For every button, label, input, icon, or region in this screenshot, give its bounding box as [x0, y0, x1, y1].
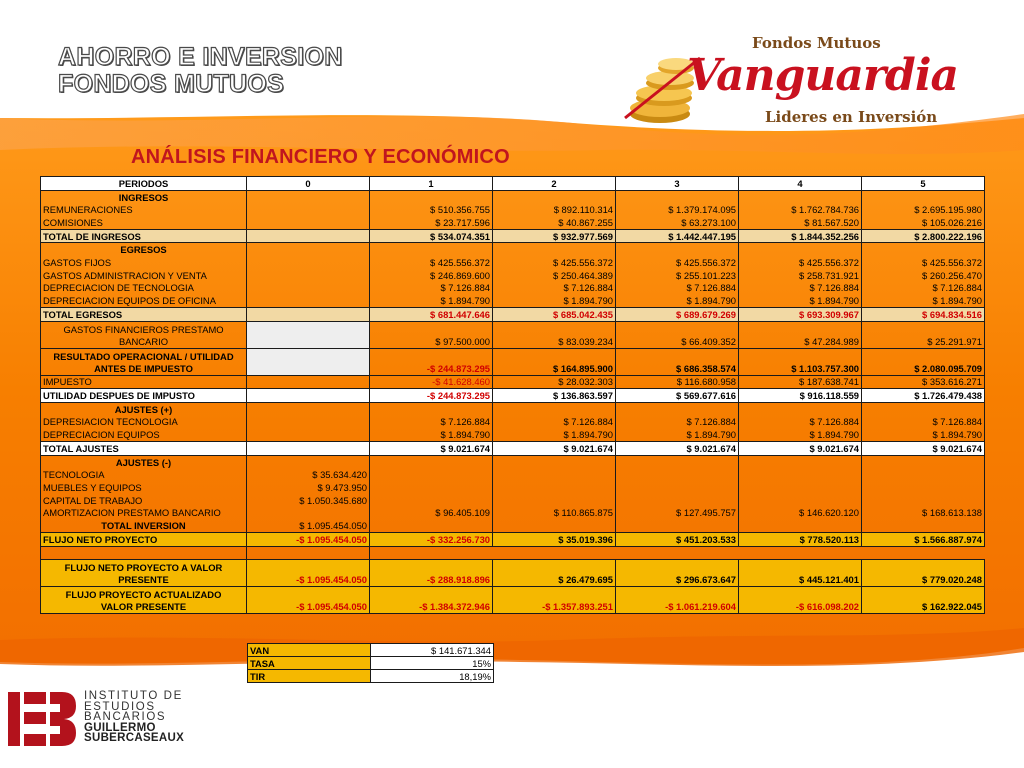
- gastos_admin-value-4: $ 258.731.921: [739, 269, 862, 282]
- dep_eq2-value-2: $ 1.894.790: [493, 428, 616, 441]
- dep_tec2-value-4: $ 7.126.884: [739, 416, 862, 429]
- tasa-value: 15%: [371, 657, 494, 670]
- resultado-value-4: $ 1.103.757.300: [739, 348, 862, 375]
- gastos_fin-label: [41, 321, 247, 348]
- dep_eq2-value-4: $ 1.894.790: [739, 428, 862, 441]
- impuesto-value-3: $ 116.680.958: [616, 375, 739, 389]
- flujo_act-value-3: -$ 1.061.219.604: [616, 586, 739, 613]
- empty-cell: [370, 402, 493, 415]
- empty-cell: [862, 455, 985, 468]
- gastos_fijos-value-1: $ 425.556.372: [370, 256, 493, 269]
- capital-value-4: [739, 494, 862, 507]
- dep_eq2-value-0: [247, 428, 370, 441]
- flujo_vp-value-4: $ 445.121.401: [739, 559, 862, 586]
- table-row: [41, 494, 985, 507]
- table-row: [41, 307, 985, 321]
- indicators-table: [247, 643, 494, 683]
- financial-table-wrapper: [40, 176, 985, 614]
- flujo_act-label-line2: VALOR PRESENTE: [100, 600, 187, 612]
- flujo_act-value-1: -$ 1.384.372.946: [370, 586, 493, 613]
- utilidad-value-3: $ 569.677.616: [616, 389, 739, 403]
- muebles-value-2: [493, 481, 616, 494]
- empty-cell: [616, 402, 739, 415]
- period-header-2: 2: [493, 177, 616, 191]
- dep_tec2-value-3: $ 7.126.884: [616, 416, 739, 429]
- total_ingresos-value-1: $ 534.074.351: [370, 229, 493, 243]
- amortizacion-value-0: [247, 506, 370, 519]
- muebles-label: MUEBLES Y EQUIPOS: [41, 481, 247, 494]
- institute-name: [84, 691, 184, 744]
- muebles-value-1: [370, 481, 493, 494]
- spacer-cell: [41, 546, 247, 559]
- impuesto-value-4: $ 187.638.741: [739, 375, 862, 389]
- spacer-cell: [739, 546, 862, 559]
- muebles-value-5: [862, 481, 985, 494]
- comisiones-value-0: [247, 216, 370, 229]
- section-label: AJUSTES (-): [41, 455, 247, 468]
- table-row: [41, 416, 985, 429]
- flujo_act-value-5: $ 162.922.045: [862, 586, 985, 613]
- table-row: [41, 586, 985, 613]
- gastos_admin-value-0: [247, 269, 370, 282]
- empty-cell: [739, 190, 862, 203]
- gastos_fin-value-4: $ 47.284.989: [739, 321, 862, 348]
- table-row: [41, 468, 985, 481]
- section-row: [41, 243, 985, 256]
- institute-line1: INSTITUTO DE: [84, 690, 183, 702]
- gastos_admin-value-1: $ 246.869.600: [370, 269, 493, 282]
- capital-value-3: [616, 494, 739, 507]
- dep_equipos-value-2: $ 1.894.790: [493, 294, 616, 307]
- periods-label: PERIODOS: [41, 177, 247, 191]
- total_egresos-value-4: $ 693.309.967: [739, 307, 862, 321]
- capital-value-1: [370, 494, 493, 507]
- gastos_fin-value-1: $ 97.500.000: [370, 321, 493, 348]
- dep_equipos-label: DEPRECIACION EQUIPOS DE OFICINA: [41, 294, 247, 307]
- logo-top-text: Fondos Mutuos: [752, 34, 881, 52]
- institute-line3: BANCARIOS: [84, 711, 167, 723]
- flujo_act-value-0: -$ 1.095.454.050: [247, 586, 370, 613]
- total_ingresos-value-2: $ 932.977.569: [493, 229, 616, 243]
- muebles-value-0: $ 9.473.950: [247, 481, 370, 494]
- dep_equipos-value-5: $ 1.894.790: [862, 294, 985, 307]
- vanguardia-logo: [615, 18, 959, 133]
- resultado-value-1: -$ 244.873.295: [370, 348, 493, 375]
- empty-cell: [370, 455, 493, 468]
- page-title: ANÁLISIS FINANCIERO Y ECONÓMICO: [131, 146, 510, 168]
- period-header-4: 4: [739, 177, 862, 191]
- dep_eq2-value-5: $ 1.894.790: [862, 428, 985, 441]
- empty-cell: [739, 402, 862, 415]
- table-row: [41, 348, 985, 375]
- flujo_act-value-4: -$ 616.098.202: [739, 586, 862, 613]
- table-row: [41, 229, 985, 243]
- van-label: VAN: [248, 644, 371, 657]
- utilidad-value-5: $ 1.726.479.438: [862, 389, 985, 403]
- tir-row: [248, 670, 494, 683]
- utilidad-value-1: -$ 244.873.295: [370, 389, 493, 403]
- table-row: [41, 519, 985, 532]
- remuneraciones-value-1: $ 510.356.755: [370, 203, 493, 216]
- gastos_admin-value-3: $ 255.101.223: [616, 269, 739, 282]
- gastos_fin-label-line1: GASTOS FINANCIEROS PRESTAMO: [63, 323, 224, 335]
- header-title-line2: FONDOS MUTUOS: [58, 70, 285, 98]
- total_egresos-value-1: $ 681.447.646: [370, 307, 493, 321]
- impuesto-value-5: $ 353.616.271: [862, 375, 985, 389]
- tecnologia-value-5: [862, 468, 985, 481]
- impuesto-value-1: -$ 41.628.460: [370, 375, 493, 389]
- gastos_fin-value-2: $ 83.039.234: [493, 321, 616, 348]
- table-row: [41, 203, 985, 216]
- capital-label: CAPITAL DE TRABAJO: [41, 494, 247, 507]
- table-row: [41, 256, 985, 269]
- amortizacion-value-1: $ 96.405.109: [370, 506, 493, 519]
- total_egresos-value-2: $ 685.042.435: [493, 307, 616, 321]
- gastos_admin-value-5: $ 260.256.470: [862, 269, 985, 282]
- empty-cell: [247, 243, 370, 256]
- comisiones-value-4: $ 81.567.520: [739, 216, 862, 229]
- period-header-3: 3: [616, 177, 739, 191]
- total_inversion-value-5: [862, 519, 985, 532]
- empty-cell: [247, 455, 370, 468]
- table-header-row: [41, 177, 985, 191]
- comisiones-value-5: $ 105.026.216: [862, 216, 985, 229]
- section-row: [41, 402, 985, 415]
- total_ajustes-value-0: [247, 442, 370, 456]
- resultado-label-line1: RESULTADO OPERACIONAL / UTILIDAD: [53, 350, 234, 362]
- gastos_fin-value-5: $ 25.291.971: [862, 321, 985, 348]
- flujo_vp-value-3: $ 296.673.647: [616, 559, 739, 586]
- gastos_fin-value-3: $ 66.409.352: [616, 321, 739, 348]
- logo-tagline: Lideres en Inversión: [765, 108, 938, 126]
- section-row: [41, 455, 985, 468]
- resultado-value-0: [247, 348, 370, 375]
- flujo_neto-value-1: -$ 332.256.730: [370, 532, 493, 546]
- flujo_vp-value-1: -$ 288.918.896: [370, 559, 493, 586]
- flujo_neto-value-2: $ 35.019.396: [493, 532, 616, 546]
- header-title-line1: AHORRO E INVERSION: [58, 43, 343, 71]
- dep_tec2-value-1: $ 7.126.884: [370, 416, 493, 429]
- spacer-cell: [616, 546, 739, 559]
- total_ingresos-value-5: $ 2.800.222.196: [862, 229, 985, 243]
- table-row: [41, 375, 985, 389]
- empty-cell: [862, 402, 985, 415]
- table-row: [41, 389, 985, 403]
- gastos_fin-value-0: [247, 321, 370, 348]
- total_egresos-label: TOTAL EGRESOS: [41, 307, 247, 321]
- spacer-cell: [247, 546, 370, 559]
- dep_eq2-label: DEPRECIACION EQUIPOS: [41, 428, 247, 441]
- total_egresos-value-5: $ 694.834.516: [862, 307, 985, 321]
- table-row: [41, 532, 985, 546]
- flujo_act-label: [41, 586, 247, 613]
- institute-line5: SUBERCASEAUX: [84, 732, 185, 744]
- gastos_fijos-value-5: $ 425.556.372: [862, 256, 985, 269]
- dep_tec2-value-0: [247, 416, 370, 429]
- tecnologia-label: TECNOLOGIA: [41, 468, 247, 481]
- muebles-value-3: [616, 481, 739, 494]
- van-row: [248, 644, 494, 657]
- amortizacion-value-3: $ 127.495.757: [616, 506, 739, 519]
- institute-line4: GUILLERMO: [84, 721, 156, 734]
- spacer-row: [41, 546, 985, 559]
- spacer-cell: [862, 546, 985, 559]
- flujo_vp-label-line2: PRESENTE: [118, 573, 169, 585]
- total_inversion-value-0: $ 1.095.454.050: [247, 519, 370, 532]
- dep_tecnologia-value-0: [247, 282, 370, 295]
- tir-label: TIR: [248, 670, 371, 683]
- section-label: INGRESOS: [41, 190, 247, 203]
- remuneraciones-value-4: $ 1.762.784.736: [739, 203, 862, 216]
- period-header-5: 5: [862, 177, 985, 191]
- remuneraciones-value-0: [247, 203, 370, 216]
- total_ingresos-value-0: [247, 229, 370, 243]
- empty-cell: [616, 455, 739, 468]
- empty-cell: [493, 190, 616, 203]
- amortizacion-value-2: $ 110.865.875: [493, 506, 616, 519]
- dep_tecnologia-value-5: $ 7.126.884: [862, 282, 985, 295]
- period-header-1: 1: [370, 177, 493, 191]
- section-row: [41, 190, 985, 203]
- tasa-row: [248, 657, 494, 670]
- flujo_neto-value-3: $ 451.203.533: [616, 532, 739, 546]
- table-row: [41, 428, 985, 441]
- empty-cell: [370, 190, 493, 203]
- table-row: [41, 321, 985, 348]
- flujo_neto-value-5: $ 1.566.887.974: [862, 532, 985, 546]
- empty-cell: [739, 455, 862, 468]
- dep_tec2-label: DEPRESIACION TECNOLOGIA: [41, 416, 247, 429]
- total_inversion-value-3: [616, 519, 739, 532]
- total_egresos-value-3: $ 689.679.269: [616, 307, 739, 321]
- empty-cell: [247, 402, 370, 415]
- flujo_neto-label: FLUJO NETO PROYECTO: [41, 532, 247, 546]
- gastos_fijos-value-0: [247, 256, 370, 269]
- total_ingresos-value-3: $ 1.442.447.195: [616, 229, 739, 243]
- amortizacion-label: AMORTIZACION PRESTAMO BANCARIO: [41, 506, 247, 519]
- empty-cell: [616, 190, 739, 203]
- amortizacion-value-5: $ 168.613.138: [862, 506, 985, 519]
- utilidad-value-2: $ 136.863.597: [493, 389, 616, 403]
- empty-cell: [862, 190, 985, 203]
- flujo_vp-value-0: -$ 1.095.454.050: [247, 559, 370, 586]
- remuneraciones-value-5: $ 2.695.195.980: [862, 203, 985, 216]
- resultado-label: [41, 348, 247, 375]
- flujo_neto-value-4: $ 778.520.113: [739, 532, 862, 546]
- gastos_fijos-value-3: $ 425.556.372: [616, 256, 739, 269]
- empty-cell: [739, 243, 862, 256]
- flujo_act-value-2: -$ 1.357.893.251: [493, 586, 616, 613]
- indicators-table-wrapper: [247, 643, 494, 683]
- table-row: [41, 481, 985, 494]
- tecnologia-value-4: [739, 468, 862, 481]
- gastos_fijos-value-2: $ 425.556.372: [493, 256, 616, 269]
- total_inversion-value-4: [739, 519, 862, 532]
- impuesto-value-0: [247, 375, 370, 389]
- table-row: [41, 216, 985, 229]
- table-row: [41, 442, 985, 456]
- impuesto-label: IMPUESTO: [41, 375, 247, 389]
- dep_tecnologia-label: DEPRECIACION DE TECNOLOGIA: [41, 282, 247, 295]
- total_ingresos-label: TOTAL DE INGRESOS: [41, 229, 247, 243]
- table-row: [41, 506, 985, 519]
- dep_eq2-value-1: $ 1.894.790: [370, 428, 493, 441]
- comisiones-value-3: $ 63.273.100: [616, 216, 739, 229]
- total_inversion-value-2: [493, 519, 616, 532]
- resultado-value-2: $ 164.895.900: [493, 348, 616, 375]
- impuesto-value-2: $ 28.032.303: [493, 375, 616, 389]
- tecnologia-value-0: $ 35.634.420: [247, 468, 370, 481]
- total_ajustes-value-3: $ 9.021.674: [616, 442, 739, 456]
- section-label: AJUSTES (+): [41, 402, 247, 415]
- gastos_fijos-label: GASTOS FIJOS: [41, 256, 247, 269]
- amortizacion-value-4: $ 146.620.120: [739, 506, 862, 519]
- gastos_fin-label-line2: BANCARIO: [119, 335, 168, 347]
- capital-value-5: [862, 494, 985, 507]
- dep_equipos-value-4: $ 1.894.790: [739, 294, 862, 307]
- dep_tecnologia-value-1: $ 7.126.884: [370, 282, 493, 295]
- ieb-emblem-icon: [8, 690, 76, 748]
- dep_tecnologia-value-3: $ 7.126.884: [616, 282, 739, 295]
- resultado-value-5: $ 2.080.095.709: [862, 348, 985, 375]
- dep_tec2-value-2: $ 7.126.884: [493, 416, 616, 429]
- total_ingresos-value-4: $ 1.844.352.256: [739, 229, 862, 243]
- table-row: [41, 282, 985, 295]
- header-title: [58, 44, 343, 98]
- total_inversion-value-1: [370, 519, 493, 532]
- total_inversion-label: TOTAL INVERSION: [41, 519, 247, 532]
- empty-cell: [616, 243, 739, 256]
- gastos_admin-label: GASTOS ADMINISTRACION Y VENTA: [41, 269, 247, 282]
- utilidad-value-0: [247, 389, 370, 403]
- tasa-label: TASA: [248, 657, 371, 670]
- institute-logo: [8, 690, 188, 752]
- tir-value: 18,19%: [371, 670, 494, 683]
- total_ajustes-value-2: $ 9.021.674: [493, 442, 616, 456]
- spacer-cell: [370, 546, 493, 559]
- logo-main-text: Vanguardia: [687, 50, 959, 101]
- total_ajustes-value-5: $ 9.021.674: [862, 442, 985, 456]
- comisiones-label: COMISIONES: [41, 216, 247, 229]
- financial-table: [40, 176, 985, 614]
- total_ajustes-value-1: $ 9.021.674: [370, 442, 493, 456]
- flujo_vp-label: [41, 559, 247, 586]
- resultado-value-3: $ 686.358.574: [616, 348, 739, 375]
- empty-cell: [370, 243, 493, 256]
- comisiones-value-2: $ 40.867.255: [493, 216, 616, 229]
- comisiones-value-1: $ 23.717.596: [370, 216, 493, 229]
- total_ajustes-value-4: $ 9.021.674: [739, 442, 862, 456]
- capital-value-0: $ 1.050.345.680: [247, 494, 370, 507]
- empty-cell: [862, 243, 985, 256]
- dep_tecnologia-value-4: $ 7.126.884: [739, 282, 862, 295]
- total_egresos-value-0: [247, 307, 370, 321]
- empty-cell: [493, 455, 616, 468]
- empty-cell: [493, 402, 616, 415]
- remuneraciones-label: REMUNERACIONES: [41, 203, 247, 216]
- dep_tec2-value-5: $ 7.126.884: [862, 416, 985, 429]
- section-label: EGRESOS: [41, 243, 247, 256]
- remuneraciones-value-3: $ 1.379.174.095: [616, 203, 739, 216]
- table-row: [41, 269, 985, 282]
- table-row: [41, 559, 985, 586]
- dep_equipos-value-1: $ 1.894.790: [370, 294, 493, 307]
- table-row: [41, 294, 985, 307]
- flujo_act-label-line1: FLUJO PROYECTO ACTUALIZADO: [65, 588, 222, 600]
- utilidad-label: UTILIDAD DESPUES DE IMPUSTO: [41, 389, 247, 403]
- empty-cell: [247, 190, 370, 203]
- muebles-value-4: [739, 481, 862, 494]
- dep_eq2-value-3: $ 1.894.790: [616, 428, 739, 441]
- empty-cell: [493, 243, 616, 256]
- tecnologia-value-2: [493, 468, 616, 481]
- utilidad-value-4: $ 916.118.559: [739, 389, 862, 403]
- flujo_neto-value-0: -$ 1.095.454.050: [247, 532, 370, 546]
- total_ajustes-label: TOTAL AJUSTES: [41, 442, 247, 456]
- dep_equipos-value-0: [247, 294, 370, 307]
- van-value: $ 141.671.344: [371, 644, 494, 657]
- institute-line2: ESTUDIOS: [84, 700, 156, 713]
- tecnologia-value-1: [370, 468, 493, 481]
- dep_tecnologia-value-2: $ 7.126.884: [493, 282, 616, 295]
- flujo_vp-value-2: $ 26.479.695: [493, 559, 616, 586]
- spacer-cell: [493, 546, 616, 559]
- gastos_fijos-value-4: $ 425.556.372: [739, 256, 862, 269]
- capital-value-2: [493, 494, 616, 507]
- tecnologia-value-3: [616, 468, 739, 481]
- period-header-0: 0: [247, 177, 370, 191]
- flujo_vp-label-line1: FLUJO NETO PROYECTO A VALOR: [64, 561, 223, 573]
- flujo_vp-value-5: $ 779.020.248: [862, 559, 985, 586]
- resultado-label-line2: ANTES DE IMPUESTO: [94, 362, 193, 374]
- remuneraciones-value-2: $ 892.110.314: [493, 203, 616, 216]
- dep_equipos-value-3: $ 1.894.790: [616, 294, 739, 307]
- gastos_admin-value-2: $ 250.464.389: [493, 269, 616, 282]
